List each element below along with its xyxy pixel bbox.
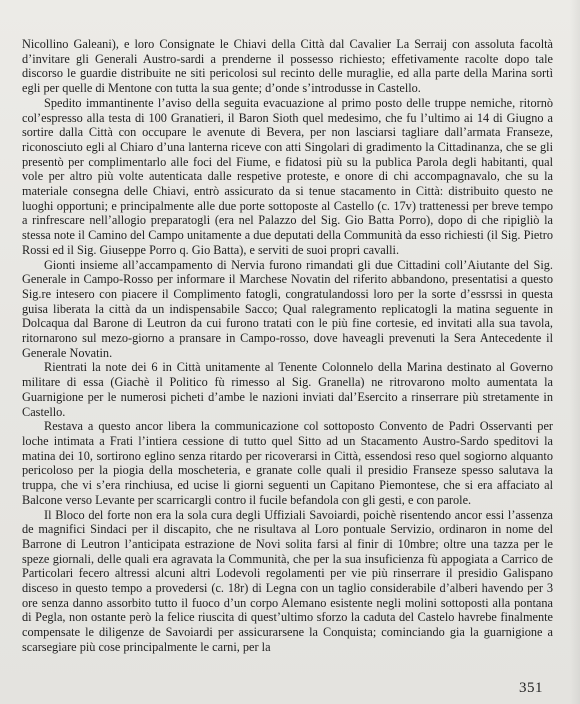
- paragraph-1: Nicollino Galeani), e loro Consignate le Chiavi della Città dal Cavalier La Serraij con assoluta facoltà d’invitare gli Generali Austro-sardi a prenderne il possesso richiesto; effetivamente racolte dopo tale discorso le guardie distribuite ne siti pericolosi sul recinto delle muraglie, ed alla parte della Marina sortì egli per quelle di Mentone con tutta la sua gente; d’onde s’introdusse in Castello.: [22, 37, 553, 96]
- paragraph-3: Gionti insieme all’accampamento di Nervia furono rimandati gli due Cittadini coll’Aiutante del Sig. Generale in Campo-Rosso per informare il Marchese Novatin del riferito abbandono, presentatisi a questo Sig.re intesero con piacere il Complimento fatogli, congratulandossi loro per la sorte d’essrssi in questa guisa liberata la città da un indispensabile Sacco; Qual ralegramento replicatogli la matina seguente in Dolcaqua dal Barone di Leutron da cui furono tratati con le più fine cortesie, ed invitati alla sua tavola, ritornarono sul mezo-giorno a pransare in Campo-rosso, dove haveagli prevenuti la Sera Antecedente il Generale Novatin.: [22, 257, 553, 360]
- paragraph-6: Il Bloco del forte non era la sola cura degli Uffiziali Savoiardi, poichè risentendo ancor essi l’assenza de magnifici Sindaci per il discapito, che ne risultava al Loro pontuale Servizio, ordinaron in nome del Barrone di Leutron l’anticipata estrazione de Novi solita farsi al finir di 10mbre; oltre una tazza per le speze giornali, delle quali era agravata la Communità, che per la sua insuficienza fù appogiata a Carrico de Particolari fecero altressi alcuni altri Lodevoli regolamenti per vie più rinserrare il presidio Galispano disceso in questo tempo a provedersi (c. 18r) di Legna con un taglio considerabile d’alberi havendo per 3 ore senza danno assorbito tutto il fuoco d’un corpo Alemano esistente negli molini sottoposti alla pontana di Pegla, non ostante però la felice riuscita di quest’ultimo sforzo la caduta del Castelo havrebe finalmente compensate le diligenze de Savoiardi per assicurarsene la Conquista; cominciando gia la guarnigione a scarsegiare più cose principalmente le carni, per la: [22, 507, 553, 654]
- paragraph-4: Rientrati la note dei 6 in Città unitamente al Tenente Colonnelo della Marina destinato al Governo militare di essa (Giachè il Politico fù rimesso al Sig. Granella) ne ritrovarono molto aumentata la Guarnigione per le numerosi picheti d’ambe le nazioni inviati dal’Esercito a rinserrare più stretamente in Castello.: [22, 360, 553, 419]
- page-number: 351: [519, 680, 543, 696]
- paragraph-5: Restava a questo ancor libera la communicazione col sottoposto Convento de Padri Osservanti per loche intimata a Frati l’intiera cessione di tutto quel Sitto ad un Stacamento Austro-Sardo speditovi la matina dei 10, sortirono eglino senza ritardo per ricoverarsi in Città, essendosi reso quel sogiorno alquanto pericoloso per la piogia della moscheteria, e granate colle quali il presidio Franseze spesso salutava la truppa, che vi s’era rinchiusa, ed ucise li giorni seguenti un Capitano Piemontese, che si era affaciato al Balcone verso Levante per scarricargli contro il fucile befandola con gli gesti, e con parole.: [22, 419, 553, 507]
- main-text-block: [22, 37, 553, 655]
- paragraph-2: Spedito immantinente l’aviso della seguita evacuazione al primo posto delle truppe nemiche, ritornò col’espresso alla testa di 100 Granatieri, il Baron Sioth quel medesimo, che fu l’ultimo ai 14 di Giugno a sortire dalla Città con occupare le avenute di Bevera, per non lasciarsi tagliare dall’armata Franseze, riconosciuto egli al Chiaro d’una lanterna riceve con atti Singolari di gradimento la Cittadinanza, che se gli presentò per complimentarlo alle foci del Fiume, e fidatosi più su la publica Parola degli habitanti, qual vole per altro più volte autenticata dalle respetive proteste, e onore di chi accompagnavalo, che su la materiale consegna delle Chiavi, entrò assicurato da si tenue stacamento in Città: distribuito questo ne luoghi opportuni; e principalmente alle due porte sottoposte al Castello (c. 17v) trattenessi per breve tempo a rinfrescare nell’allogio preparatogli (era nel Palazzo del Sig. Gio Batta Porro), dopo di che ripigliò la stessa note il Camino del Campo unitamente a due deputati della Communità da esso richiesti (il Sig. Pietro Rossi ed il Sig. Giuseppe Porro q. Gio Batta), e serviti de suoi propri cavalli.: [22, 95, 553, 257]
- page-edge-shadow: [570, 0, 580, 704]
